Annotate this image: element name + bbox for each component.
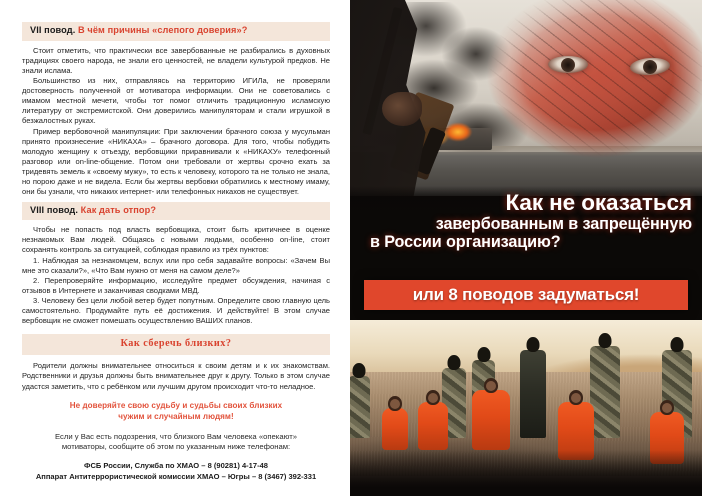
pupil-right [643, 59, 658, 74]
poster-bottom-photo [350, 320, 702, 496]
reason-8-rule-3: 3. Человеку без цели любой ветер будет попутным. Определите свою главную цель самостоятельно. Продумайте путь её достижения. И действуйте! В этом случае вербовщик не сможет помешать осуществлению ВАШИХ планов. [22, 296, 330, 326]
contacts-block [22, 461, 330, 483]
closing-line-1: Если у Вас есть подозрения, что близкого Вам человека «опекают» [54, 431, 298, 441]
poster-top-photo [350, 0, 702, 196]
warning-line-2: чужим и случайным людям! [118, 411, 234, 421]
gripping-hand [382, 92, 422, 126]
guard-head [527, 337, 540, 352]
captive-head [426, 390, 440, 405]
reason-8-rule-2: 2. Перепроверяйте информацию, исследуйте предмет обсуждения, начиная с отзывов в Интернете и заканчивая сводками МВД. [22, 275, 330, 295]
poster-title-line-2: завербованным в запрещённую [435, 214, 692, 233]
reason-8-paragraph-1: Чтобы не попасть под власть вербовщика, стоит быть критичнее в оценке незнакомых Вам людей. Общаясь с новыми людьми, особенно on-line, стоит сохранять контроль за ситуацией, соблюдая правило из трёх пунктов: [22, 225, 330, 255]
captive-head [484, 378, 498, 393]
guard-head [599, 333, 612, 348]
contact-antiterror-commission: Аппарат Антитеррористической комиссии ХМАО – Югры – 8 (3467) 392-331 [35, 472, 317, 482]
bottom-vignette [350, 450, 702, 496]
reason-7-paragraph-2: Большинство из них, отправляясь на территорию ИГИЛа, не проверяли достоверность полученной от мотиватора информации. Они не советовались с имамом местной мечети, чтобы тот помог отличить традиционную исламскую литературу от экстремистской. Они доверились манипуляторам и стали игрушкой в безжалостных руках. [22, 75, 330, 126]
guard-head [671, 337, 684, 352]
poster-subtitle: или 8 поводов задуматься! [412, 285, 640, 304]
poster-title [350, 186, 702, 251]
poster-title-band [350, 186, 702, 324]
poster-subtitle-bar [364, 280, 688, 310]
poster-title-line-1: Как не оказаться [505, 190, 692, 215]
captive-figure [418, 402, 448, 450]
reason-8-number: VIII повод. [30, 204, 79, 215]
protect-paragraph-1: Родители должны внимательнее относиться к своим детям и к их знакомствам. Родственники и друзья должны быть внимательнее друг к другу. Только в этом случае удастся заметить, что с ребёнком или лучшим другом происходит что-то неладное. [22, 361, 330, 391]
captive-figure [382, 408, 408, 450]
reason-7-paragraph-1: Стоит отметить, что практически все завербованные не разбирались в духовных традициях своего народа, не знали его ценностей, не владели культурой предков. Не знали ислама. [22, 45, 330, 75]
reason-7-paragraph-3: Пример вербовочной манипуляции: При заключении брачного союза у мусульман принято произнесение «НИКАХА» – брачного договора. Для того, чтобы побудить молодую женщину к отъезду, вербовщики приравнивали к «НИКАХУ» телефонный разговор или on-line-общение. Потом они требовали от жертвы срочно ехать за тридевять земель к «своему мужу», то есть к человеку, которого та не только не знала, но порою даже и не видела. Если бы жертвы вербовки обратились к местному имаму, они бы узнали, что никаких интернет- или телефонных никахов не существует. [22, 126, 330, 197]
guard-figure [350, 376, 370, 438]
poster-title-line-3: в России организацию? [370, 233, 561, 252]
guard-figure [520, 350, 546, 438]
pupil-left [561, 58, 575, 72]
warning-line-1: Не доверяйте свою судьбу и судьбы своих близких [69, 400, 283, 410]
guard-head [353, 363, 366, 378]
section-header-reason-8 [22, 202, 330, 221]
section-header-protect-loved-ones: Как сберечь близких? [22, 334, 330, 356]
contact-fsb: ФСБ России, Служба по ХМАО – 8 (90281) 4-17-48 [84, 461, 268, 471]
captive-head [660, 400, 674, 415]
reason-8-rule-1: 1. Наблюдая за незнакомцем, вслух или про себя задавайте вопросы: «Зачем Вы мне это сказали?», «Что Вам нужно от меня на самом деле?» [22, 255, 330, 275]
reason-8-question: Как дать отпор? [80, 204, 157, 215]
poster-column [350, 0, 702, 496]
captive-figure [472, 390, 510, 450]
guard-head [477, 347, 490, 362]
keffiyeh-pattern [478, 0, 702, 172]
guard-head [448, 355, 461, 370]
reason-7-question: В чём причины «слепого доверия»? [78, 25, 248, 35]
warning-block [22, 401, 330, 423]
closing-line-2: мотиваторы, сообщите об этом по указанным ниже телефонам: [61, 442, 291, 452]
guard-figure [590, 346, 620, 438]
captive-head [569, 390, 583, 405]
reason-7-number: VII повод. [30, 25, 76, 35]
captive-head [388, 396, 402, 411]
section-header-reason-7 [22, 22, 330, 41]
eye-left [548, 56, 588, 73]
closing-block [22, 432, 330, 454]
leaflet-text-column [0, 0, 350, 496]
